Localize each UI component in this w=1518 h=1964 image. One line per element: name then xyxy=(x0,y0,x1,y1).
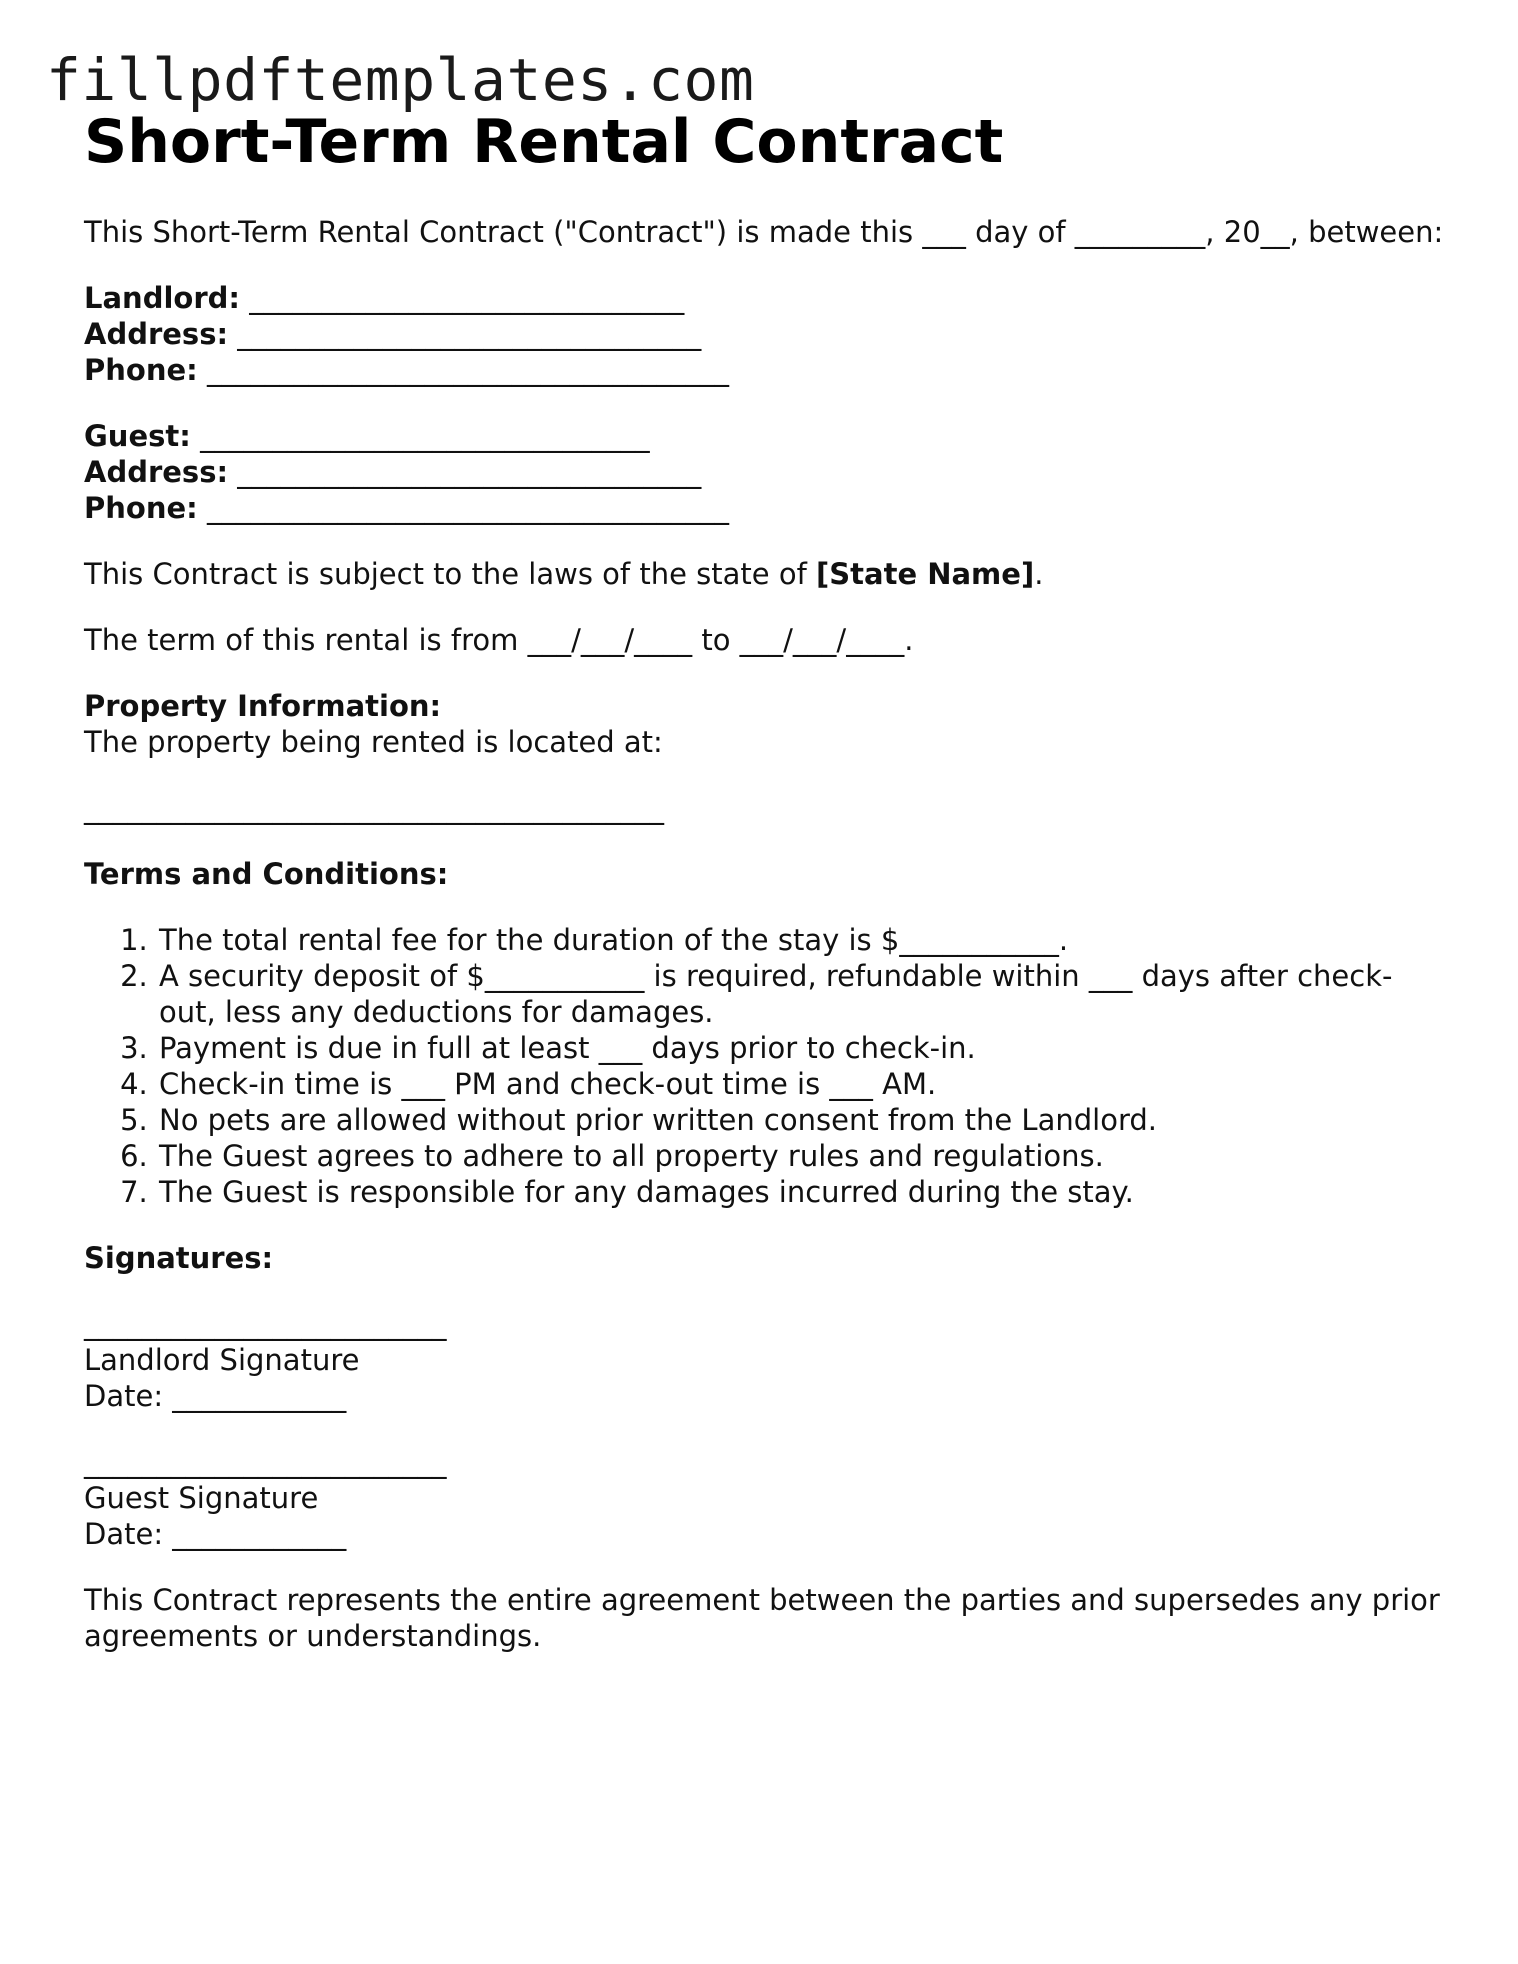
governing-law-prefix: This Contract is subject to the laws of the state of xyxy=(84,557,817,591)
guest-phone-line xyxy=(84,490,1444,526)
list-item: 5. No pets are allowed without prior written consent from the Landlord. xyxy=(157,1102,1444,1138)
document-page xyxy=(84,100,1444,1654)
guest-block xyxy=(84,418,1444,526)
governing-law-paragraph xyxy=(84,556,1444,592)
list-item: 7. The Guest is responsible for any damages incurred during the stay. xyxy=(157,1174,1444,1210)
guest-name-blank[interactable]: _______________________________ xyxy=(200,419,650,453)
intro-paragraph: This Short-Term Rental Contract ("Contract") is made this ___ day of _________, 20__, between: xyxy=(84,215,1444,249)
list-item: 4. Check-in time is ___ PM and check-out time is ___ AM. xyxy=(157,1066,1444,1102)
landlord-phone-line xyxy=(84,352,1444,388)
list-item: 3. Payment is due in full at least ___ days prior to check-in. xyxy=(157,1030,1444,1066)
landlord-name-blank[interactable]: ______________________________ xyxy=(249,281,685,315)
terms-heading: Terms and Conditions: xyxy=(84,857,449,891)
list-item: 1. The total rental fee for the duration of the stay is $___________. xyxy=(157,922,1444,958)
landlord-signature-line[interactable]: _________________________ xyxy=(84,1307,447,1341)
property-address-blank[interactable]: ________________________________________ xyxy=(84,791,664,825)
document-title: Short-Term Rental Contract xyxy=(84,107,1004,177)
guest-address-blank[interactable]: ________________________________ xyxy=(237,455,702,489)
landlord-phone-blank[interactable]: ____________________________________ xyxy=(206,353,729,387)
property-section xyxy=(84,688,1444,826)
guest-address-line xyxy=(84,454,1444,490)
guest-name-line xyxy=(84,418,1444,454)
state-name-placeholder: [State Name] xyxy=(816,557,1035,591)
guest-signature-label: Guest Signature xyxy=(84,1481,319,1515)
list-item: 2. A security deposit of $___________ is required, refundable within ___ days after check-out, less any deductions for damages. xyxy=(157,958,1444,1030)
guest-address-label: Address: xyxy=(84,455,229,489)
landlord-phone-label: Phone: xyxy=(84,353,198,387)
governing-law-suffix: . xyxy=(1034,557,1044,591)
property-heading: Property Information: xyxy=(84,689,442,723)
terms-list xyxy=(84,922,1444,1210)
landlord-address-label: Address: xyxy=(84,317,229,351)
landlord-name-line xyxy=(84,280,1444,316)
list-item: 6. The Guest agrees to adhere to all property rules and regulations. xyxy=(157,1138,1444,1174)
guest-signature-block xyxy=(84,1444,1444,1552)
guest-signature-date[interactable]: Date: ____________ xyxy=(84,1517,347,1551)
watermark: fillpdftemplates.com xyxy=(46,46,755,114)
signatures-heading: Signatures: xyxy=(84,1241,274,1275)
property-text: The property being rented is located at: xyxy=(84,725,663,759)
landlord-signature-date[interactable]: Date: ____________ xyxy=(84,1379,347,1413)
landlord-signature-label: Landlord Signature xyxy=(84,1343,360,1377)
landlord-signature-block xyxy=(84,1306,1444,1414)
landlord-name-label: Landlord: xyxy=(84,281,240,315)
landlord-address-blank[interactable]: ________________________________ xyxy=(237,317,702,351)
rental-term-paragraph: The term of this rental is from ___/___/____ to ___/___/____. xyxy=(84,623,914,657)
landlord-block xyxy=(84,280,1444,388)
closing-paragraph: This Contract represents the entire agreement between the parties and supersedes any prior agreements or understandings. xyxy=(84,1583,1440,1653)
guest-phone-label: Phone: xyxy=(84,491,198,525)
guest-name-label: Guest: xyxy=(84,419,191,453)
guest-signature-line[interactable]: _________________________ xyxy=(84,1445,447,1479)
guest-phone-blank[interactable]: ____________________________________ xyxy=(206,491,729,525)
landlord-address-line xyxy=(84,316,1444,352)
